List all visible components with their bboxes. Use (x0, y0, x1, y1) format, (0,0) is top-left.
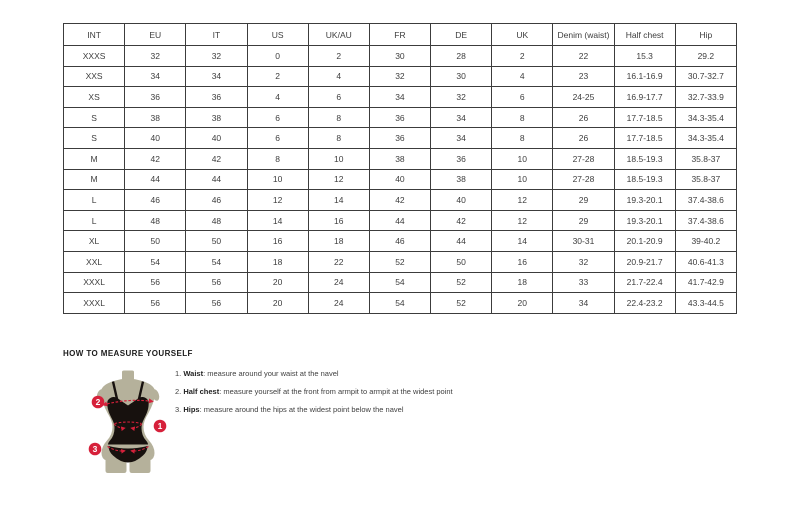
table-cell: 32 (369, 66, 430, 87)
table-row (64, 87, 737, 108)
table-row (64, 231, 737, 252)
table-cell: 36 (431, 148, 492, 169)
column-header: DE (431, 24, 492, 46)
badge-2-half-chest (92, 396, 105, 409)
table-cell: 50 (125, 231, 186, 252)
size-chart-table (63, 23, 737, 314)
table-cell: 56 (186, 293, 247, 314)
column-header: Denim (waist) (553, 24, 614, 46)
table-cell: 21.7-22.4 (614, 272, 675, 293)
table-cell: 32 (431, 87, 492, 108)
table-cell: 38 (125, 107, 186, 128)
table-cell: 16.1-16.9 (614, 66, 675, 87)
svg-text:2: 2 (95, 397, 101, 407)
table-cell: 12 (308, 169, 369, 190)
table-cell: 18 (247, 251, 308, 272)
table-cell: XXXS (64, 46, 125, 67)
table-cell: 39-40.2 (675, 231, 736, 252)
table-cell: 35.8-37 (675, 148, 736, 169)
svg-text:3: 3 (92, 444, 98, 454)
table-cell: 27-28 (553, 169, 614, 190)
table-cell: 34.3-35.4 (675, 128, 736, 149)
table-cell: 4 (308, 66, 369, 87)
measure-step: 1. Waist: measure around your waist at the navel (175, 369, 339, 378)
table-row (64, 190, 737, 211)
measure-steps (169, 370, 453, 424)
table-cell: 24 (308, 272, 369, 293)
table-cell: 34 (553, 293, 614, 314)
column-header: FR (369, 24, 430, 46)
table-cell: M (64, 148, 125, 169)
table-cell: 10 (247, 169, 308, 190)
column-header: UK (492, 24, 553, 46)
table-cell: 8 (308, 128, 369, 149)
table-cell: 32 (553, 251, 614, 272)
table-cell: XXXL (64, 293, 125, 314)
table-cell: 24-25 (553, 87, 614, 108)
table-cell: 23 (553, 66, 614, 87)
table-row (64, 251, 737, 272)
table-cell: 8 (308, 107, 369, 128)
size-chart-header-row (64, 24, 737, 46)
table-cell: 38 (431, 169, 492, 190)
table-cell: 0 (247, 46, 308, 67)
table-cell: 22.4-23.2 (614, 293, 675, 314)
table-cell: 40 (125, 128, 186, 149)
table-row (64, 293, 737, 314)
table-cell: 44 (186, 169, 247, 190)
table-cell: 19.3-20.1 (614, 210, 675, 231)
table-cell: 34.3-35.4 (675, 107, 736, 128)
table-cell: 28 (431, 46, 492, 67)
table-row (64, 128, 737, 149)
table-cell: 34 (431, 107, 492, 128)
table-cell: 35.8-37 (675, 169, 736, 190)
table-cell: XXL (64, 251, 125, 272)
table-cell: 2 (247, 66, 308, 87)
table-cell: 29 (553, 190, 614, 211)
column-header: Half chest (614, 24, 675, 46)
table-cell: 54 (125, 251, 186, 272)
table-cell: 19.3-20.1 (614, 190, 675, 211)
how-to-measure-section (63, 349, 623, 478)
table-cell: 48 (125, 210, 186, 231)
size-chart-header (64, 24, 737, 46)
table-cell: 37.4-38.6 (675, 190, 736, 211)
table-cell: M (64, 169, 125, 190)
table-cell: 42 (369, 190, 430, 211)
table-cell: 32 (186, 46, 247, 67)
table-cell: 56 (125, 272, 186, 293)
table-cell: 32.7-33.9 (675, 87, 736, 108)
table-cell: 16.9-17.7 (614, 87, 675, 108)
column-header: US (247, 24, 308, 46)
table-cell: 18 (308, 231, 369, 252)
table-cell: 40.6-41.3 (675, 251, 736, 272)
table-cell: 4 (247, 87, 308, 108)
table-cell: 38 (186, 107, 247, 128)
table-cell: 29.2 (675, 46, 736, 67)
table-cell: 36 (186, 87, 247, 108)
table-cell: 18.5-19.3 (614, 148, 675, 169)
table-cell: 16 (247, 231, 308, 252)
table-cell: 14 (492, 231, 553, 252)
table-row (64, 272, 737, 293)
table-cell: 14 (308, 190, 369, 211)
table-cell: XS (64, 87, 125, 108)
column-header: EU (125, 24, 186, 46)
table-cell: 18.5-19.3 (614, 169, 675, 190)
column-header: IT (186, 24, 247, 46)
table-cell: XXS (64, 66, 125, 87)
table-cell: 46 (125, 190, 186, 211)
table-cell: 33 (553, 272, 614, 293)
table-cell: 34 (431, 128, 492, 149)
badge-1-waist (154, 420, 167, 433)
table-row (64, 169, 737, 190)
table-cell: 17.7-18.5 (614, 128, 675, 149)
table-cell: 50 (431, 251, 492, 272)
table-cell: 22 (553, 46, 614, 67)
table-cell: 44 (125, 169, 186, 190)
table-cell: 26 (553, 107, 614, 128)
measure-step: 3. Hips: measure around the hips at the widest point below the navel (175, 405, 404, 414)
table-cell: 20 (247, 293, 308, 314)
table-cell: 12 (247, 190, 308, 211)
table-cell: 54 (369, 272, 430, 293)
table-cell: S (64, 107, 125, 128)
table-cell: 36 (369, 107, 430, 128)
section-title: HOW TO MEASURE YOURSELF (63, 349, 193, 358)
table-cell: 16 (308, 210, 369, 231)
table-cell: L (64, 210, 125, 231)
table-cell: L (64, 190, 125, 211)
table-cell: 42 (125, 148, 186, 169)
table-row (64, 107, 737, 128)
table-cell: 18 (492, 272, 553, 293)
table-cell: 44 (431, 231, 492, 252)
table-cell: 36 (125, 87, 186, 108)
table-cell: 50 (186, 231, 247, 252)
table-cell: 22 (308, 251, 369, 272)
table-cell: 34 (369, 87, 430, 108)
table-cell: 42 (431, 210, 492, 231)
table-cell: 10 (492, 148, 553, 169)
table-cell: 46 (186, 190, 247, 211)
table-cell: XL (64, 231, 125, 252)
table-cell: 30.7-32.7 (675, 66, 736, 87)
table-cell: 27-28 (553, 148, 614, 169)
table-cell: 30 (431, 66, 492, 87)
table-cell: 36 (369, 128, 430, 149)
table-cell: 29 (553, 210, 614, 231)
table-cell: 26 (553, 128, 614, 149)
table-cell: 54 (369, 293, 430, 314)
table-cell: 8 (492, 128, 553, 149)
column-header: INT (64, 24, 125, 46)
table-cell: 12 (492, 190, 553, 211)
badge-3-hips (89, 443, 102, 456)
size-chart-body (64, 46, 737, 314)
measure-body (63, 358, 623, 478)
column-header: UK/AU (308, 24, 369, 46)
table-cell: 56 (125, 293, 186, 314)
table-cell: 6 (308, 87, 369, 108)
table-cell: 10 (492, 169, 553, 190)
table-cell: 34 (125, 66, 186, 87)
table-cell: 41.7-42.9 (675, 272, 736, 293)
table-cell: 40 (369, 169, 430, 190)
table-cell: 14 (247, 210, 308, 231)
table-cell: 44 (369, 210, 430, 231)
table-row (64, 46, 737, 67)
table-row (64, 66, 737, 87)
svg-text:1: 1 (157, 421, 163, 431)
table-cell: 38 (369, 148, 430, 169)
table-cell: 34 (186, 66, 247, 87)
table-cell: 24 (308, 293, 369, 314)
table-cell: 20.1-20.9 (614, 231, 675, 252)
table-cell: 43.3-44.5 (675, 293, 736, 314)
table-cell: 30-31 (553, 231, 614, 252)
table-cell: 6 (247, 107, 308, 128)
table-row (64, 210, 737, 231)
table-cell: 54 (186, 251, 247, 272)
table-cell: 37.4-38.6 (675, 210, 736, 231)
table-cell: 40 (431, 190, 492, 211)
table-cell: 52 (431, 293, 492, 314)
table-cell: XXXL (64, 272, 125, 293)
table-cell: 16 (492, 251, 553, 272)
table-cell: 8 (492, 107, 553, 128)
table-cell: 17.7-18.5 (614, 107, 675, 128)
table-cell: 46 (369, 231, 430, 252)
table-cell: 8 (247, 148, 308, 169)
table-cell: 52 (369, 251, 430, 272)
table-cell: 6 (492, 87, 553, 108)
table-cell: 20 (247, 272, 308, 293)
table-cell: 42 (186, 148, 247, 169)
table-cell: 20 (492, 293, 553, 314)
table-cell: 2 (492, 46, 553, 67)
table-cell: 52 (431, 272, 492, 293)
table-cell: S (64, 128, 125, 149)
table-cell: 4 (492, 66, 553, 87)
table-cell: 40 (186, 128, 247, 149)
table-cell: 10 (308, 148, 369, 169)
table-cell: 2 (308, 46, 369, 67)
column-header: Hip (675, 24, 736, 46)
table-row (64, 148, 737, 169)
table-cell: 15.3 (614, 46, 675, 67)
measure-step: 2. Half chest: measure yourself at the front from armpit to armpit at the widest point (175, 387, 453, 396)
table-cell: 20.9-21.7 (614, 251, 675, 272)
table-cell: 6 (247, 128, 308, 149)
table-cell: 12 (492, 210, 553, 231)
table-cell: 48 (186, 210, 247, 231)
table-cell: 32 (125, 46, 186, 67)
table-cell: 30 (369, 46, 430, 67)
measurement-figure-illustration (87, 368, 169, 478)
table-cell: 56 (186, 272, 247, 293)
